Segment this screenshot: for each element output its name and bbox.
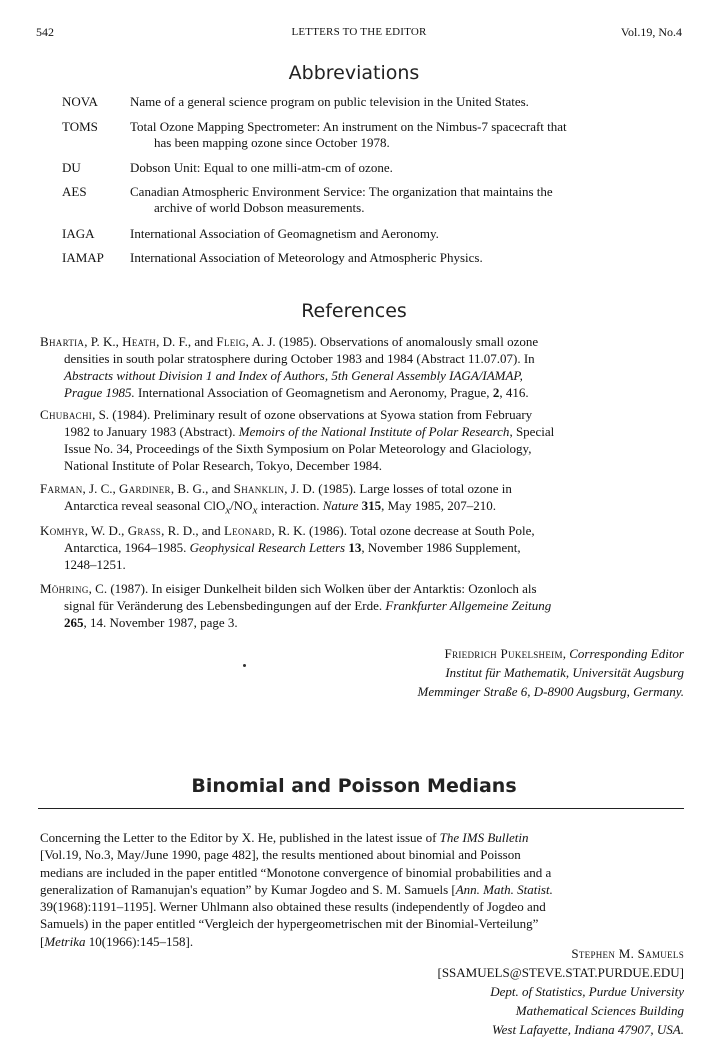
reference-text: , J. D. (1985). Large losses of total ozone in bbox=[284, 481, 512, 496]
volume-number: 265 bbox=[64, 615, 84, 630]
reference-line bbox=[40, 406, 682, 423]
signature-line bbox=[418, 644, 684, 663]
reference-text: Antarctica reveal seasonal ClO bbox=[64, 498, 226, 513]
running-head-title: LETTERS TO THE EDITOR bbox=[291, 26, 427, 38]
reference-text: , S. (1984). Preliminary result of ozone observations at Syowa station from February bbox=[92, 407, 533, 422]
reference-line bbox=[40, 480, 682, 497]
reference-line bbox=[40, 497, 682, 520]
author-name: Gardiner bbox=[119, 481, 171, 496]
author-signature bbox=[437, 944, 684, 1039]
reference-text: /NO bbox=[230, 498, 253, 513]
author-name: Grass bbox=[127, 523, 162, 538]
editor-signature bbox=[418, 644, 684, 701]
reference-text: , November 1986 Supplement, bbox=[361, 540, 521, 555]
reference-text: , B. G., and bbox=[170, 481, 234, 496]
definition-line: has been mapping ozone since October 1978. bbox=[154, 135, 390, 150]
subscript: x bbox=[225, 504, 231, 517]
author-name: Chubachi bbox=[40, 407, 93, 422]
reference-line: Issue No. 34, Proceedings of the Sixth Symposium on Polar Meteorology and Glaciology, bbox=[64, 441, 532, 456]
reference-text: interaction. bbox=[257, 498, 323, 513]
author-name: Komhyr bbox=[40, 523, 85, 538]
author-name: Bhartia bbox=[40, 334, 85, 349]
definition-line: International Association of Geomagnetism and Aeronomy. bbox=[130, 226, 439, 241]
signer-name: Stephen M. Samuels bbox=[571, 946, 684, 961]
reference-line bbox=[40, 597, 682, 614]
paragraph-text: generalization of Ramanujan's equation” by Kumar Jogdeo and S. M. Samuels [ bbox=[40, 881, 456, 897]
definition-line: Dobson Unit: Equal to one milli-atm-cm of ozone. bbox=[130, 160, 393, 175]
reference-text: , A. J. (1985). Observations of anomalously small ozone bbox=[245, 334, 539, 349]
paragraph-text: 10(1966):145–158]. bbox=[85, 933, 194, 949]
abbreviation-key: DU bbox=[62, 160, 81, 175]
signer-address: West Lafayette, Indiana 47907, USA. bbox=[492, 1022, 684, 1037]
reference-text: , P. K., bbox=[84, 334, 123, 349]
reference-text: , May 1985, 207–210. bbox=[381, 498, 496, 513]
journal-title: Memoirs of the National Institute of Polar Research bbox=[238, 424, 510, 439]
abbreviation-key: IAMAP bbox=[62, 250, 104, 265]
reference-text: Antarctica, 1964–1985. bbox=[64, 540, 190, 555]
reference-line bbox=[40, 522, 682, 539]
paragraph-line: 39(1968):1191–1195]. Werner Uhlmann also obtained these results (independently of Jogdeo and bbox=[40, 899, 546, 915]
paragraph-line: medians are included in the paper entitled “Monotone convergence of binomial probabilities and a bbox=[40, 864, 552, 880]
reference-text: , 14. November 1987, page 3. bbox=[83, 615, 238, 630]
volume-info: Vol.19, No.4 bbox=[620, 25, 682, 39]
definition-line: Canadian Atmospheric Environment Service: The organization that maintains the bbox=[130, 184, 553, 199]
journal-title: Geophysical Research Letters bbox=[189, 540, 346, 555]
binomial-heading: Binomial and Poisson Medians bbox=[191, 775, 517, 797]
author-name: Möhring bbox=[40, 581, 89, 596]
author-name: Leonard bbox=[223, 523, 272, 538]
reference-line: National Institute of Polar Research, Tokyo, December 1984. bbox=[64, 458, 382, 473]
reference-line bbox=[40, 384, 682, 401]
signer-affiliation: Mathematical Sciences Building bbox=[515, 1003, 684, 1018]
author-name: Fleig bbox=[216, 334, 246, 349]
reference-line bbox=[40, 580, 682, 597]
signer-address: Memminger Straße 6, D-8900 Augsburg, Germany. bbox=[417, 684, 684, 699]
abbreviation-key: NOVA bbox=[62, 94, 98, 109]
journal-title: Metrika bbox=[44, 933, 86, 949]
reference-bhartia bbox=[40, 333, 682, 401]
reference-chubachi bbox=[40, 406, 682, 474]
volume-number: 2 bbox=[492, 385, 500, 400]
signer-role: , Corresponding Editor bbox=[562, 646, 684, 661]
author-name: Farman bbox=[40, 481, 83, 496]
abbreviation-key: TOMS bbox=[62, 119, 98, 134]
stray-dot bbox=[243, 664, 246, 667]
reference-text: , 416. bbox=[499, 385, 529, 400]
reference-line: densities in south polar stratosphere during October 1983 and 1984 (Abstract 11.07.07). In bbox=[64, 351, 535, 366]
reference-text: , W. D., bbox=[84, 523, 128, 538]
paragraph-line bbox=[40, 881, 682, 898]
references-heading: References bbox=[301, 300, 407, 322]
heading-rule bbox=[38, 808, 684, 809]
reference-line bbox=[40, 614, 682, 631]
abbreviation-definition bbox=[130, 226, 678, 242]
subscript: x bbox=[252, 504, 258, 517]
paragraph-line: [Vol.19, No.3, May/June 1990, page 482], the results mentioned about binomial and Poisson bbox=[40, 847, 521, 863]
definition-line: archive of world Dobson measurements. bbox=[154, 200, 365, 215]
reference-line bbox=[40, 423, 682, 440]
reference-mohring bbox=[40, 580, 682, 631]
author-name: Heath bbox=[122, 334, 157, 349]
definition-line: Total Ozone Mapping Spectrometer: An instrument on the Nimbus-7 spacecraft that bbox=[130, 119, 567, 134]
volume-number: 315 bbox=[361, 498, 382, 513]
reference-text: International Association of Geomagnetism and Aeronomy, Prague, bbox=[134, 385, 493, 400]
reference-text: , J. C., bbox=[82, 481, 120, 496]
signer-name: Friedrich Pukelsheim bbox=[444, 646, 563, 661]
abbreviation-key: IAGA bbox=[62, 226, 95, 241]
reference-text: , C. (1987). In eisiger Dunkelheit bilden sich Wolken über der Antarktis: Ozonloch als bbox=[88, 581, 537, 596]
reference-text: Prague 1985. bbox=[64, 385, 135, 400]
running-head bbox=[36, 24, 682, 40]
reference-text: , D. F., and bbox=[156, 334, 217, 349]
journal-title: Frankfurter Allgemeine Zeitung bbox=[385, 598, 552, 613]
author-name: Shanklin bbox=[233, 481, 285, 496]
volume-number: 13 bbox=[348, 540, 362, 555]
paragraph-line bbox=[40, 829, 682, 846]
abbreviation-key: AES bbox=[62, 184, 87, 199]
definition-line: International Association of Meteorology and Atmospheric Physics. bbox=[130, 250, 483, 265]
signer-affiliation: Institut für Mathematik, Universität Augsburg bbox=[445, 665, 684, 680]
reference-text: , R. D., and bbox=[161, 523, 224, 538]
reference-line: 1248–1251. bbox=[64, 557, 126, 572]
reference-text: 1982 to January 1983 (Abstract). bbox=[64, 424, 239, 439]
reference-text: , R. K. (1986). Total ozone decrease at South Pole, bbox=[271, 523, 535, 538]
journal-title: The IMS Bulletin bbox=[439, 830, 529, 845]
paragraph-text: [ bbox=[40, 933, 45, 949]
paragraph-text: Concerning the Letter to the Editor by X. He, published in the latest issue of bbox=[40, 830, 440, 845]
page-number: 542 bbox=[36, 25, 54, 39]
reference-line bbox=[40, 333, 682, 350]
journal-title: Ann. Math. Statist. bbox=[455, 881, 553, 897]
abbreviation-definition bbox=[130, 160, 678, 176]
journal-title: Nature bbox=[322, 498, 359, 513]
abbreviation-definition bbox=[130, 94, 678, 110]
abbreviation-definition bbox=[130, 250, 678, 266]
reference-farman bbox=[40, 480, 682, 520]
binomial-paragraph bbox=[40, 829, 682, 950]
definition-line: Name of a general science program on public television in the United States. bbox=[130, 94, 529, 109]
reference-komhyr bbox=[40, 522, 682, 573]
abbreviation-definition bbox=[130, 184, 678, 216]
signer-email: [SSAMUELS@STEVE.STAT.PURDUE.EDU] bbox=[437, 965, 684, 980]
paragraph-line: Samuels) in the paper entitled “Vergleich der hypergeometrischen mit der Binomial-Verteilung” bbox=[40, 916, 539, 932]
reference-text: signal für Veränderung des Lebensbedingungen auf der Erde. bbox=[64, 598, 386, 613]
abbreviations-heading: Abbreviations bbox=[288, 62, 420, 84]
reference-line: Abstracts without Division 1 and Index of Authors, 5th General Assembly IAGA/IAMAP, bbox=[64, 368, 523, 383]
abbreviation-definition bbox=[130, 119, 678, 151]
reference-line bbox=[40, 539, 682, 556]
signer-affiliation: Dept. of Statistics, Purdue University bbox=[490, 984, 684, 999]
reference-text: , Special bbox=[509, 424, 555, 439]
